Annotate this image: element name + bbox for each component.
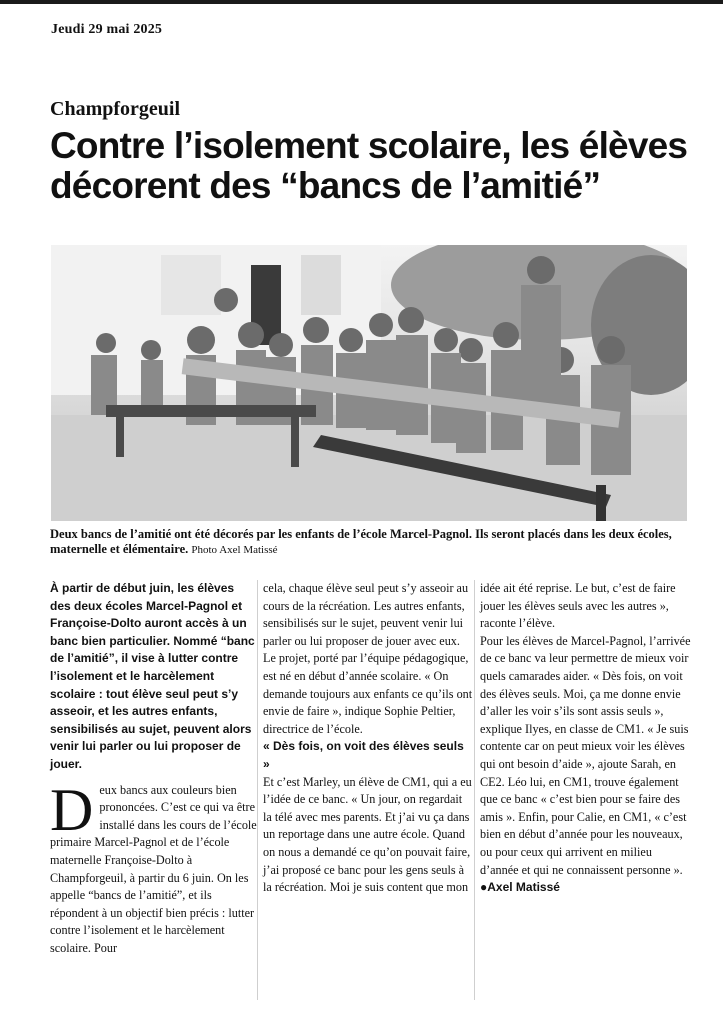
photo-credit: Photo Axel Matissé [191, 544, 278, 556]
top-rule [0, 0, 723, 4]
column-2 [263, 580, 473, 897]
body-paragraph-1: Deux bancs aux couleurs bien prononcées. C’est ce qui va être installé dans les cours de l’école primaire Marcel-Pagnol et de l’école maternelle Françoise-Dolto à Champforgeuil, à partir du 6 juin. On les appelle “bancs de l’amitié”, et ils répondent à un objectif bien précis : lutter contre l’isolement et le harcèlement scolaire. Pour [50, 776, 257, 955]
bullet-icon: ● [480, 880, 488, 895]
article-photo [51, 245, 687, 521]
body-paragraph-5: Pour les élèves de Marcel-Pagnol, l’arrivée de ce banc va leur permettre de mieux voir quels camarades aider. « Dès fois, on voit des élèves seuls. Moi, ça me donne envie d’aller les voir s’ils sont assis seuls », explique Ilyes, en classe de CM1. « Je suis contente car on peut mieux voir les élèves qui ont besoin d’aide », ajoute Sarah, en CE2. Léo lui, en CM1, trouve également que ce banc « c’est bien pour se faire des amis ». Enfin, pour Calie, en CM1, « c’est bien en début d’année pour les nouveaux, ou pour ceux qui arrivent en milieu d’année et qui ne connaissent personne ». [480, 633, 691, 877]
drop-cap: D [50, 776, 94, 843]
article-lead: À partir de début juin, les élèves des deux écoles Marcel-Pagnol et Françoise-Dolto auront accès à un banc bien particulier. Nommé “banc de l’amitié”, il vise à lutter contre l’isolement et le harcèlement scolaire : tout élève seul peut s’y asseoir, et les autres enfants, sensibilisés au sujet, peuvent alors venir lui parler ou lui proposer de jouer. [50, 581, 255, 771]
section-subhead: « Dès fois, on voit des élèves seuls » [263, 739, 464, 771]
column-divider [474, 580, 475, 1000]
issue-date: Jeudi 29 mai 2025 [51, 22, 163, 37]
body-paragraph-4: idée ait été reprise. Le but, c’est de faire jouer les élèves seuls avec les autres », raconte l’élève. [480, 581, 676, 631]
caption-text: Deux bancs de l’amitié ont été décorés par les enfants de l’école Marcel-Pagnol. Ils seront placés dans les deux écoles, maternelle et élémentaire. [50, 527, 672, 556]
author-signature: ●Axel Matissé [480, 880, 560, 895]
photo-caption [50, 527, 690, 558]
column-3 [480, 580, 692, 897]
group-photo-children-bench [51, 245, 687, 521]
article-headline: Contre l’isolement scolaire, les élèves décorent des “bancs de l’amitié” [50, 125, 688, 206]
body-paragraph-2: cela, chaque élève seul peut s’y asseoir au cours de la récréation. Les autres enfants, sensibilisés sur le sujet, peuvent venir lui parler ou lui proposer de jouer avec eux. Le projet, porté par l’équipe pédagogique, est né en début d’année scolaire. « On demande toujours aux enfants ce qu’ils ont envie de faire », indique Sophie Peltier, directrice de l’école. [263, 581, 473, 736]
body-paragraph-3: Et c’est Marley, un élève de CM1, qui a eu l’idée de ce banc. « Un jour, on regardait la télé avec mes parents. Et j’ai vu ça dans un reportage dans une autre école. Quand on nous a demandé ce qu’on pouvait faire, j’ai proposé ce banc pour les gens seuls à la récréation. Moi je suis content que mon [263, 774, 472, 895]
article-kicker: Champforgeuil [50, 98, 180, 120]
column-1 [50, 580, 258, 957]
